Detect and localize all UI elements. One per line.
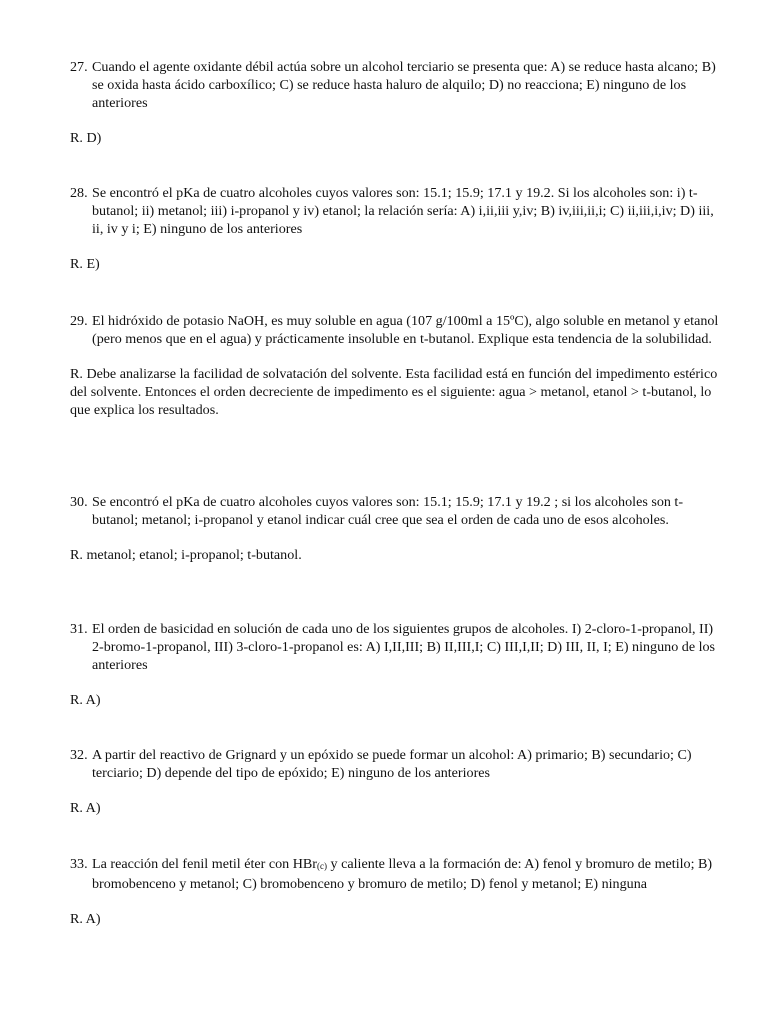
question-text-end: y caliente lleva a la formación de: A) fenol y bromuro de metilo; B) bromobenceno y metanol; C) bromobenceno y bromuro de metilo; D) fenol y metanol; E) ninguna — [92, 856, 713, 892]
state-subscript: (c) — [317, 861, 328, 871]
question-block-27 — [70, 58, 720, 147]
question-number: 33. — [70, 856, 88, 872]
question-30 — [70, 493, 720, 529]
question-text: A partir del reactivo de Grignard y un epóxido se puede formar un alcohol: A) primario; B) secundario; C) terciario; D) depende del tipo de epóxido; E) ninguno de los anteriores — [92, 747, 692, 781]
answer-33: R. A) — [70, 911, 101, 927]
question-block-31 — [70, 620, 720, 709]
answer-32: R. A) — [70, 800, 101, 816]
question-28 — [70, 184, 720, 238]
question-block-28 — [70, 184, 720, 273]
answer-29: R. Debe analizarse la facilidad de solvatación del solvente. Esta facilidad está en función del impedimento estérico del solvente. Entonces el orden decreciente de impedimento es el siguiente: agua > metanol, etanol > t-butanol, lo que explica los resultados. — [70, 366, 718, 418]
answer-31: R. A) — [70, 692, 101, 708]
question-32 — [70, 746, 720, 782]
question-27 — [70, 58, 720, 112]
question-text-start: La reacción del fenil metil éter con HBr — [92, 856, 318, 872]
question-number: 31. — [70, 621, 88, 637]
answer-28: R. E) — [70, 256, 100, 272]
question-text: El hidróxido de potasio NaOH, es muy soluble en agua (107 g/100ml a 15ºC), algo soluble en metanol y etanol (pero menos que en el agua) y prácticamente insoluble en t-butanol. Explique esta tendencia de la solubilidad. — [92, 313, 719, 347]
question-block-33 — [70, 855, 720, 928]
question-number: 30. — [70, 494, 88, 510]
question-text: Cuando el agente oxidante débil actúa sobre un alcohol terciario se presenta que: A) se reduce hasta alcano; B) se oxida hasta ácido carboxílico; C) se reduce hasta haluro de alquilo; D) no reacciona; E) ninguno de los anteriores — [92, 59, 716, 111]
question-text: Se encontró el pKa de cuatro alcoholes cuyos valores son: 15.1; 15.9; 17.1 y 19.2. Si los alcoholes son: i) t-butanol; ii) metanol; iii) i-propanol y iv) etanol; la relación sería: A) i,ii,iii y,iv; B) iv,iii,ii,i; C) ii,iii,i,iv; D) iii, ii, iv y i; E) ninguno de los anteriores — [92, 185, 714, 237]
question-text: Se encontró el pKa de cuatro alcoholes cuyos valores son: 15.1; 15.9; 17.1 y 19.2 ; si los alcoholes son t-butanol; metanol; i-propanol y etanol indicar cuál cree que sea el orden de cada uno de esos alcoholes. — [92, 494, 684, 528]
question-text — [92, 855, 720, 893]
question-number: 27. — [70, 59, 88, 75]
question-29 — [70, 312, 720, 348]
answer-30: R. metanol; etanol; i-propanol; t-butanol. — [70, 547, 302, 563]
question-33 — [70, 855, 720, 893]
question-block-30 — [70, 493, 720, 564]
answer-27: R. D) — [70, 130, 102, 146]
question-text: El orden de basicidad en solución de cada uno de los siguientes grupos de alcoholes. I) 2-cloro-1-propanol, II) 2-bromo-1-propanol, III) 3-cloro-1-propanol es: A) I,II,III; B) II,III,I; C) III,I,II; D) III, II, I; E) ninguno de los anteriores — [92, 621, 716, 673]
question-number: 29. — [70, 313, 88, 329]
question-31 — [70, 620, 720, 674]
question-number: 32. — [70, 747, 88, 763]
question-block-32 — [70, 746, 720, 817]
question-block-29 — [70, 312, 720, 419]
question-number: 28. — [70, 185, 88, 201]
